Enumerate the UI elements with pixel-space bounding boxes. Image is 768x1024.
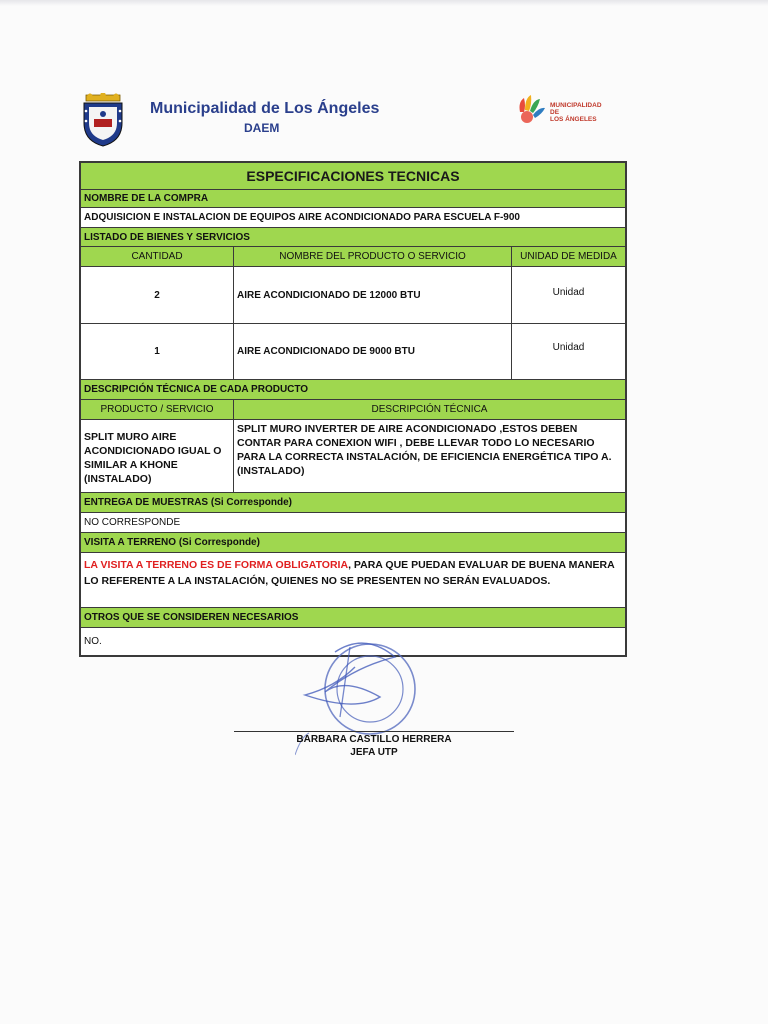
goods-unit: Unidad <box>552 342 585 353</box>
municipal-crest-icon <box>80 93 126 147</box>
goods-header-product: NOMBRE DEL PRODUCTO O SERVICIO <box>234 247 512 266</box>
goods-header-quantity: CANTIDAD <box>81 247 234 266</box>
visit-value <box>81 553 625 607</box>
visit-label-row <box>81 532 625 552</box>
others-value: NO. <box>84 636 102 647</box>
tech-description: SPLIT MURO INVERTER DE AIRE ACONDICIONADO ,ESTOS DEBEN CONTAR PARA CONEXION WIFI , DEBE LLEVAR TODO LO NECESARIO PARA LA CORRECTA INSTALACIÓN, DE EFICIENCIA ENERGÉTICA TIPO A. (INSTALADO) <box>237 423 612 477</box>
samples-label-row <box>81 492 625 512</box>
municipality-subtitle: DAEM <box>244 121 280 135</box>
samples-label: ENTREGA DE MUESTRAS (Si Corresponde) <box>84 497 292 508</box>
purchase-value-row <box>81 207 625 227</box>
others-label-row <box>81 607 625 627</box>
purchase-value: ADQUISICION E INSTALACION DE EQUIPOS AIRE ACONDICIONADO PARA ESCUELA F-900 <box>84 212 520 223</box>
tech-label: DESCRIPCIÓN TÉCNICA DE CADA PRODUCTO <box>84 384 309 395</box>
table-row <box>81 266 625 323</box>
visit-label: VISITA A TERRENO (Si Corresponde) <box>84 537 260 548</box>
signatory-role: JEFA UTP <box>350 747 398 758</box>
samples-value: NO CORRESPONDE <box>84 517 181 528</box>
goods-header-row <box>81 246 625 266</box>
tech-label-row <box>81 379 625 399</box>
brand-text <box>550 102 604 123</box>
visit-value-row <box>81 552 625 607</box>
hand-logo-icon <box>514 92 548 126</box>
table-row <box>81 419 625 492</box>
signature-line <box>234 731 514 732</box>
tech-header-product: PRODUCTO / SERVICIO <box>81 400 234 419</box>
goods-quantity: 1 <box>81 324 234 379</box>
visit-value-warning: LA VISITA A TERRENO ES DE FORMA OBLIGATORIA <box>84 559 349 571</box>
goods-product: AIRE ACONDICIONADO DE 12000 BTU <box>234 267 512 323</box>
goods-quantity: 2 <box>81 267 234 323</box>
signatory-name: BARBARA CASTILLO HERRERA <box>296 734 452 745</box>
page-shade <box>0 0 768 6</box>
purchase-label-row <box>81 189 625 207</box>
goods-unit: Unidad <box>552 287 585 298</box>
tech-header-row <box>81 399 625 419</box>
goods-label-row <box>81 227 625 246</box>
goods-label: LISTADO DE BIENES Y SERVICIOS <box>84 231 250 243</box>
tech-header-description: DESCRIPCIÓN TÉCNICA <box>371 404 488 415</box>
document-title: ESPECIFICACIONES TECNICAS <box>246 168 460 184</box>
others-label: OTROS QUE SE CONSIDEREN NECESARIOS <box>84 612 299 623</box>
tech-product: SPLIT MURO AIRE ACONDICIONADO IGUAL O SIMILAR A KHONE (INSTALADO) <box>81 420 234 492</box>
brand-line-1: MUNICIPALIDAD DE <box>550 102 602 116</box>
visit-value-detail: , PARA QUE PUEDAN EVALUAR DE BUENA MANERA LO REFERENTE A LA INSTALACIÓN, QUIENES NO SE PRESENTEN NO SERÁN EVALUADOS. <box>84 559 615 587</box>
goods-product: AIRE ACONDICIONADO DE 9000 BTU <box>234 324 512 379</box>
samples-value-row <box>81 512 625 532</box>
municipality-title: Municipalidad de Los Ángeles <box>150 100 380 117</box>
brand-line-2: LOS ÁNGELES <box>550 116 597 123</box>
goods-header-unit: UNIDAD DE MEDIDA <box>520 251 617 262</box>
purchase-label: NOMBRE DE LA COMPRA <box>84 193 209 204</box>
brand-logo <box>514 92 604 126</box>
table-title-row <box>81 163 625 189</box>
specifications-table <box>79 161 627 657</box>
table-row <box>81 323 625 379</box>
